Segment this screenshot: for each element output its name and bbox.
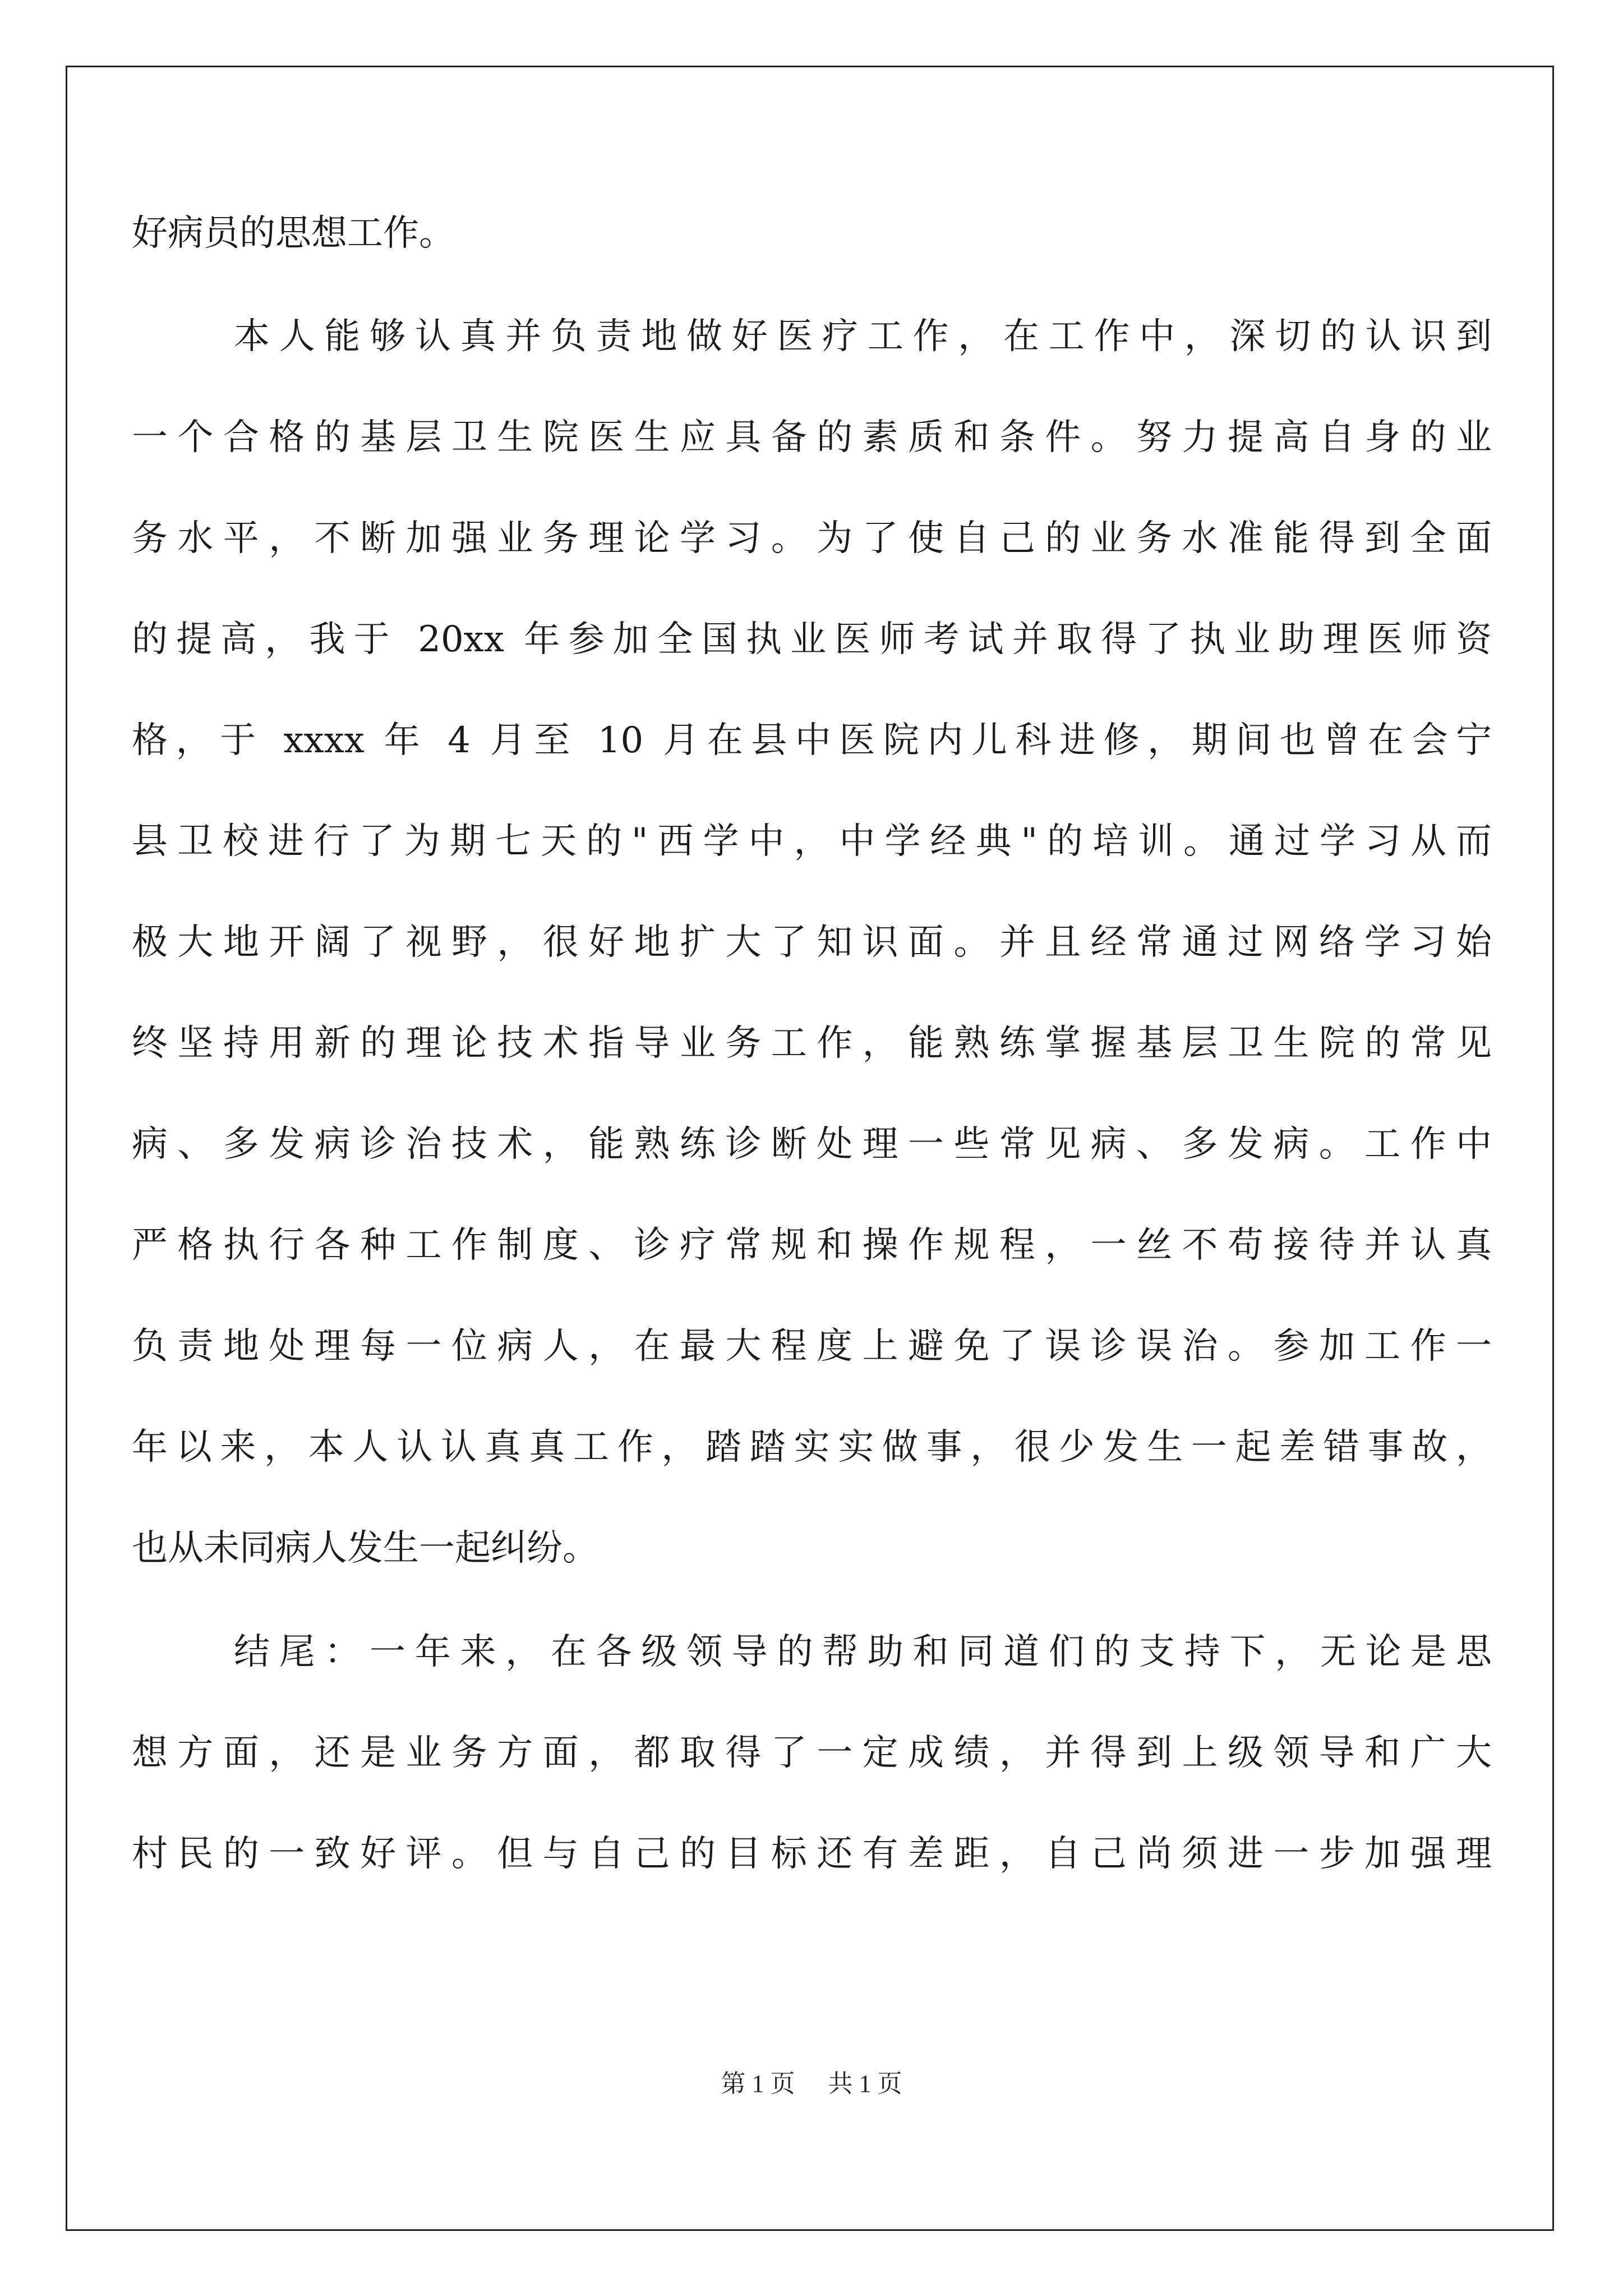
paragraph-line: 年以来，本人认认真真工作，踏踏实实做事，很少发生一起差错事故， — [132, 1427, 1492, 1468]
paragraph-line: 村民的一致好评。但与自己的目标还有差距，自己尚须进一步加强理 — [132, 1833, 1492, 1875]
page-footer — [0, 2067, 1623, 2101]
paragraph-line: 一个合格的基层卫生院医生应具备的素质和条件。努力提高自身的业 — [132, 417, 1492, 458]
page-number-total: 共 1 页 — [828, 2070, 902, 2097]
paragraph-line: 本人能够认真并负责地做好医疗工作，在工作中，深切的认识到 — [234, 316, 1492, 357]
paragraph-line: 结尾：一年来，在各级领导的帮助和同道们的支持下，无论是思 — [234, 1631, 1492, 1673]
paragraph-line: 严格执行各种工作制度、诊疗常规和操作规程，一丝不苟接待并认真 — [132, 1225, 1492, 1266]
paragraph-line: 务水平，不断加强业务理论学习。为了使自己的业务水准能得到全面 — [132, 518, 1492, 559]
page-number-current: 第 1 页 — [721, 2070, 795, 2097]
paragraph-line: 的提高，我于 20xx 年参加全国执业医师考试并取得了执业助理医师资 — [132, 619, 1492, 660]
paragraph-line: 好病员的思想工作。 — [132, 213, 455, 254]
paragraph-line: 病、多发病诊治技术，能熟练诊断处理一些常见病、多发病。工作中 — [132, 1124, 1492, 1165]
paragraph-line: 县卫校进行了为期七天的"西学中，中学经典"的培训。通过学习从而 — [132, 821, 1492, 862]
paragraph-line: 想方面，还是业务方面，都取得了一定成绩，并得到上级领导和广大 — [132, 1732, 1492, 1774]
paragraph-line: 终坚持用新的理论技术指导业务工作，能熟练掌握基层卫生院的常见 — [132, 1023, 1492, 1064]
paragraph-line: 也从未同病人发生一起纠纷。 — [132, 1527, 598, 1569]
paragraph-line: 极大地开阔了视野，很好地扩大了知识面。并且经常通过网络学习始 — [132, 922, 1492, 963]
paragraph-line: 负责地处理每一位病人，在最大程度上避免了误诊误治。参加工作一 — [132, 1326, 1492, 1367]
paragraph-line: 格，于 xxxx 年 4 月至 10 月在县中医院内儿科进修，期间也曾在会宁 — [132, 720, 1492, 761]
